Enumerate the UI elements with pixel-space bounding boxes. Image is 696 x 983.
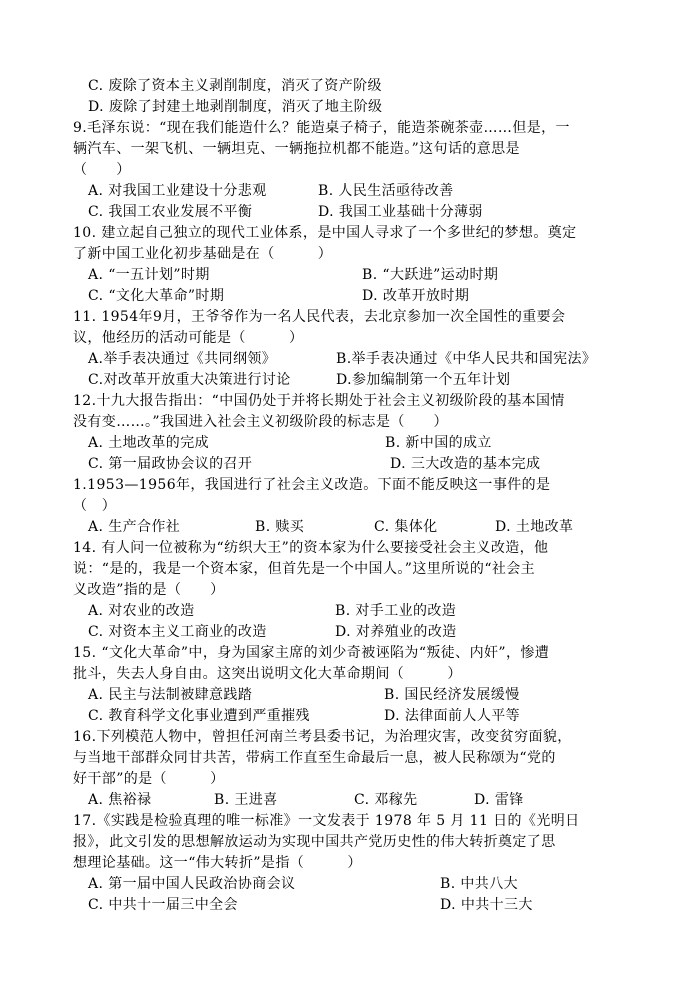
question-11-text: 11. 1954年9月，王爷爷作为一名人民代表，去北京参加一次全国性的重要会 xyxy=(73,309,566,325)
question-11-text: 议，他经历的活动可能是（ ） xyxy=(73,330,304,346)
option-d: D. 雷锋 xyxy=(474,792,524,808)
question-15-text: 15. “文化大革命”中，身为国家主席的刘少奇被诬陷为“叛徒、内奸”，惨遭 xyxy=(73,645,550,661)
option-a: A. 对我国工业建设十分悲观 xyxy=(88,183,267,199)
option-a: A.举手表决通过《共同纲领》 xyxy=(88,351,277,367)
option-d: D. 我国工业基础十分薄弱 xyxy=(318,204,483,220)
question-17-text: 想理论基础。这一“伟大转折”是指（ ） xyxy=(73,855,362,871)
option-b: B. 新中国的成立 xyxy=(385,435,492,451)
option-d: D. 中共十三大 xyxy=(440,897,533,913)
question-17-text: 17.《实践是检验真理的唯一标准》一文发表于 1978 年 5 月 11 日的《光明日 xyxy=(73,813,580,829)
option-d: D. 对养殖业的改造 xyxy=(335,624,457,640)
question-10-text: 10. 建立起自己独立的现代工业体系，是中国人寻求了一个多世纪的梦想。奠定 xyxy=(73,225,577,241)
option-c: C. “文化大革命”时期 xyxy=(88,288,225,304)
question-14-text: 义改造”指的是（ ） xyxy=(73,582,225,598)
question-16-text: 与当地干部群众同甘共苦，带病工作直至生命最后一息，被人民称颂为“党的 xyxy=(73,750,556,766)
option-d: D. 改革开放时期 xyxy=(362,288,470,304)
option-b: B.举手表决通过《中华人民共和国宪法》 xyxy=(336,351,597,367)
question-15-text: 批斗，失去人身自由。这突出说明文化大革命期间（ ） xyxy=(73,666,462,682)
option-d: D.参加编制第一个五年计划 xyxy=(336,372,511,388)
option-a: A. 对农业的改造 xyxy=(88,603,195,619)
question-13-blank: （ ） xyxy=(73,498,117,514)
option-a: A. “一五计划”时期 xyxy=(88,267,210,283)
option-c: C.对改革开放重大决策进行讨论 xyxy=(88,372,291,388)
option-d: D. 三大改造的基本完成 xyxy=(390,456,541,472)
option-d: D. 法律面前人人平等 xyxy=(384,708,521,724)
option-b: B. “大跃进”运动时期 xyxy=(362,267,499,283)
option-b: B. 国民经济发展缓慢 xyxy=(384,687,520,703)
option-a: A. 第一届中国人民政治协商会议 xyxy=(88,876,296,892)
option-b: B. 赎买 xyxy=(255,519,305,535)
option-c: C. 集体化 xyxy=(374,519,438,535)
option-c: C. 第一届政协会议的召开 xyxy=(88,456,253,472)
option-line: C. 废除了资本主义剥削制度，消灭了资产阶级 xyxy=(88,78,382,94)
option-a: A. 生产合作社 xyxy=(88,519,181,535)
option-c: C. 对资本主义工商业的改造 xyxy=(88,624,267,640)
question-12-text: 没有变……。”我国进入社会主义初级阶段的标志是（ ） xyxy=(73,414,448,430)
option-a: A. 民主与法制被肆意践踏 xyxy=(88,687,253,703)
question-9-text: 辆汽车、一架飞机、一辆坦克、一辆拖拉机都不能造。”这句话的意思是 xyxy=(73,141,520,157)
question-9-blank: （ ） xyxy=(73,162,131,178)
question-9-text: 9.毛泽东说：“现在我们能造什么？能造桌子椅子，能造茶碗茶壶……但是，一 xyxy=(73,120,570,136)
option-c: C. 邓稼先 xyxy=(354,792,418,808)
option-b: B. 对手工业的改造 xyxy=(335,603,457,619)
option-b: B. 人民生活亟待改善 xyxy=(318,183,454,199)
question-14-text: 说：“是的，我是一个资本家，但首先是一个中国人。”这里所说的“社会主 xyxy=(73,561,536,577)
question-16-text: 16.下列模范人物中，曾担任河南兰考县委书记，为治理灾害，改变贫穷面貌， xyxy=(73,729,572,745)
question-10-text: 了新中国工业化初步基础是在（ ） xyxy=(73,246,333,262)
question-17-text: 报》，此文引发的思想解放运动为实现中国共产党历史性的伟大转折奠定了思 xyxy=(73,834,556,850)
question-13-text: 1.1953—1956年，我国进行了社会主义改造。下面不能反映这一事件的是 xyxy=(73,477,551,493)
question-12-text: 12.十九大报告指出：“中国仍处于并将长期处于社会主义初级阶段的基本国情 xyxy=(73,393,565,409)
option-b: B. 王进喜 xyxy=(214,792,278,808)
option-c: C. 我国工农业发展不平衡 xyxy=(88,204,253,220)
option-c: C. 中共十一届三中全会 xyxy=(88,897,238,913)
option-b: B. 中共八大 xyxy=(440,876,518,892)
option-line: D. 废除了封建土地剥削制度，消灭了地主阶级 xyxy=(88,99,383,115)
option-a: A. 土地改革的完成 xyxy=(88,435,210,451)
question-16-text: 好干部”的是（ ） xyxy=(73,771,225,787)
option-c: C. 教育科学文化事业遭到严重摧残 xyxy=(88,708,310,724)
option-a: A. 焦裕禄 xyxy=(88,792,152,808)
question-14-text: 14. 有人问一位被称为“纺织大王”的资本家为什么要接受社会主义改造，他 xyxy=(73,540,549,556)
option-d: D. 土地改革 xyxy=(495,519,574,535)
